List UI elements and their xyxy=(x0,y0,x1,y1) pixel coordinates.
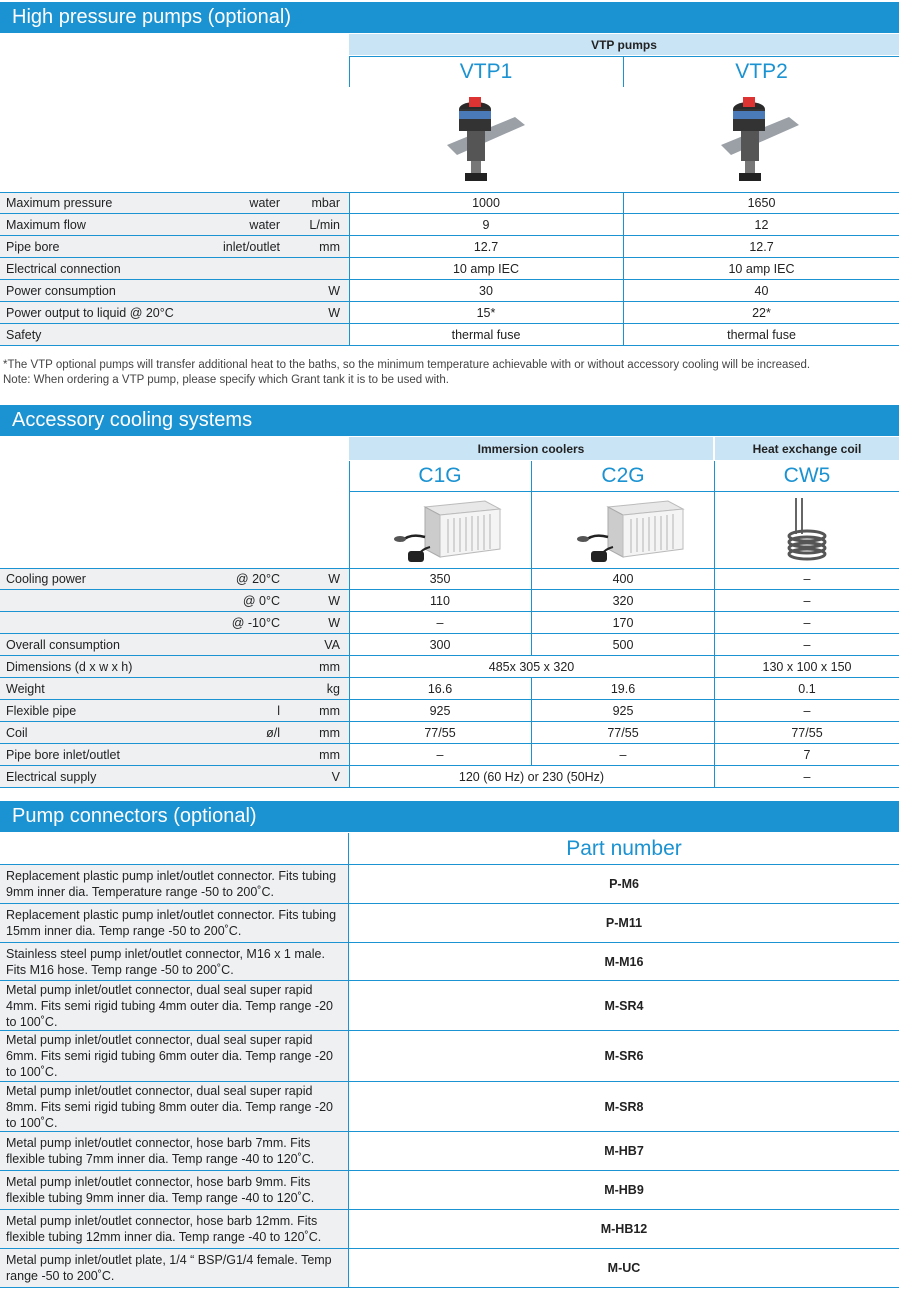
cooling-row-electrical-supply: Electrical supply V 120 (60 Hz) or 230 (50Hz) – xyxy=(0,766,899,788)
connector-row: Metal pump inlet/outlet connector, dual seal super rapid 6mm. Fits semi rigid tubing 6mm outer dia. Temp range -20 to 100˚C. M-SR6 xyxy=(0,1031,899,1082)
cooling-section-title: Accessory cooling systems xyxy=(0,405,899,436)
model-c2g: C2G xyxy=(601,464,645,487)
cooling-row-pipe-bore: Pipe bore inlet/outlet mm – – 7 xyxy=(0,744,899,766)
connector-row: Metal pump inlet/outlet connector, hose barb 12mm. Fits flexible tubing 12mm inner dia. Temp range -40 to 120˚C. M-HB12 xyxy=(0,1210,899,1249)
cw5-coil-image xyxy=(782,494,832,564)
connector-row: Stainless steel pump inlet/outlet connector, M16 x 1 male. Fits M16 hose. Temp range -50 to 200˚C. M-M16 xyxy=(0,943,899,981)
cooling-row-coil: Coil ø/l mm 77/55 77/55 77/55 xyxy=(0,722,899,744)
cooling-row-0c: @ 0°C W 110 320 – xyxy=(0,590,899,612)
model-cw5: CW5 xyxy=(783,464,831,487)
connector-row: Metal pump inlet/outlet plate, 1/4 “ BSP/G1/4 female. Temp range -50 to 200˚C. M-UC xyxy=(0,1249,899,1288)
pump-row-power-consumption: Power consumption W 30 40 xyxy=(0,280,899,302)
connector-row: Metal pump inlet/outlet connector, hose barb 7mm. Fits flexible tubing 7mm inner dia. Temp range -40 to 120˚C. M-HB7 xyxy=(0,1132,899,1171)
model-vtp1: VTP1 xyxy=(459,59,513,83)
cooling-row-overall-consumption: Overall consumption VA 300 500 – xyxy=(0,634,899,656)
cooling-row-20c: Cooling power @ 20°C W 350 400 – xyxy=(0,568,899,590)
pump-row-safety: Safety thermal fuse thermal fuse xyxy=(0,324,899,346)
model-c1g: C1G xyxy=(418,464,462,487)
part-number-header: Part number xyxy=(566,836,682,860)
vtp2-pump-image xyxy=(719,95,804,190)
pump-row-electrical: Electrical connection 10 amp IEC 10 amp IEC xyxy=(0,258,899,280)
cooling-row-weight: Weight kg 16.6 19.6 0.1 xyxy=(0,678,899,700)
connectors-section-title: Pump connectors (optional) xyxy=(0,801,899,832)
connector-row: Replacement plastic pump inlet/outlet connector. Fits tubing 9mm inner dia. Temperature range -50 to 200˚C. P-M6 xyxy=(0,865,899,904)
connector-row: Metal pump inlet/outlet connector, dual seal super rapid 8mm. Fits semi rigid tubing 8mm outer dia. Temp range -20 to 100˚C. M-SR8 xyxy=(0,1082,899,1132)
c2g-cooler-image xyxy=(573,497,688,565)
pumps-section-title: High pressure pumps (optional) xyxy=(0,2,899,33)
cooling-row-minus10c: @ -10°C W – 170 – xyxy=(0,612,899,634)
pump-row-max-pressure: Maximum pressure water mbar 1000 1650 xyxy=(0,192,899,214)
pump-footnote: *The VTP optional pumps will transfer additional heat to the baths, so the minimum temperature achievable with or without accessory cooling will be increased. xyxy=(3,359,811,371)
pump-row-pipe-bore: Pipe bore inlet/outlet mm 12.7 12.7 xyxy=(0,236,899,258)
connector-row: Metal pump inlet/outlet connector, hose barb 9mm. Fits flexible tubing 9mm inner dia. Temp range -40 to 120˚C. M-HB9 xyxy=(0,1171,899,1210)
immersion-coolers-header: Immersion coolers xyxy=(349,437,713,460)
connector-row: Metal pump inlet/outlet connector, dual seal super rapid 4mm. Fits semi rigid tubing 4mm outer dia. Temp range -20 to 100˚C. M-SR4 xyxy=(0,981,899,1031)
model-vtp2: VTP2 xyxy=(735,59,788,83)
c1g-cooler-image xyxy=(390,497,505,565)
pump-row-power-output: Power output to liquid @ 20°C W 15* 22* xyxy=(0,302,899,324)
connector-row: Replacement plastic pump inlet/outlet connector. Fits tubing 15mm inner dia. Temp range -50 to 200˚C. P-M11 xyxy=(0,904,899,943)
cooling-row-flexible-pipe: Flexible pipe l mm 925 925 – xyxy=(0,700,899,722)
pump-order-note: Note: When ordering a VTP pump, please specify which Grant tank it is to be used with. xyxy=(3,374,449,386)
vtp-group-header: VTP pumps xyxy=(349,34,899,55)
pump-row-max-flow: Maximum flow water L/min 9 12 xyxy=(0,214,899,236)
vtp1-pump-image xyxy=(445,95,530,190)
heat-exchange-coil-header: Heat exchange coil xyxy=(715,437,899,460)
cooling-row-dimensions: Dimensions (d x w x h) mm 485x 305 x 320 130 x 100 x 150 xyxy=(0,656,899,678)
